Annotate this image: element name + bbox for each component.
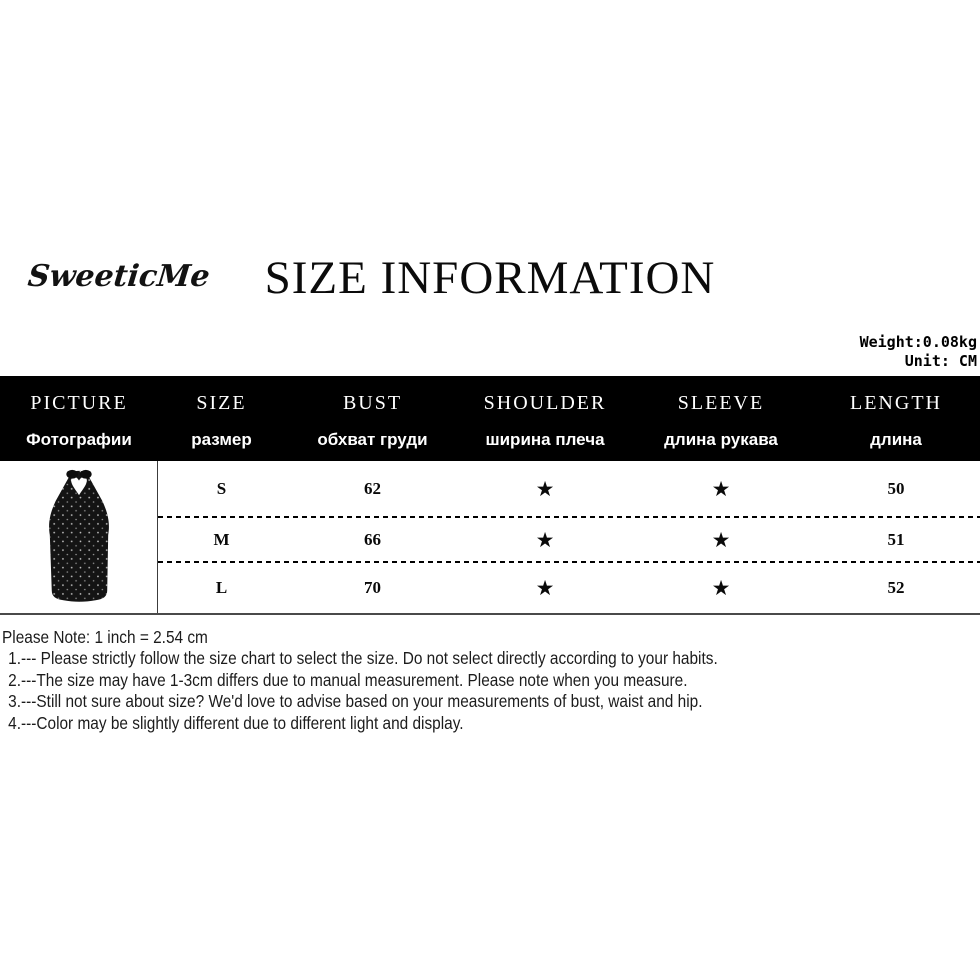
- star-icon: ★: [711, 527, 731, 552]
- row-divider-dashed: [158, 516, 980, 518]
- star-icon: ★: [711, 477, 731, 501]
- header-cell-size: [158, 376, 285, 461]
- header-cell-length: [812, 376, 980, 461]
- table-body: [0, 461, 980, 615]
- header-label-ru: обхват груди: [317, 430, 428, 449]
- size-table: [0, 376, 980, 615]
- cell-bust-l: 70: [364, 577, 381, 597]
- weight-unit-block: [860, 333, 977, 371]
- cell-size-m: M: [213, 529, 230, 549]
- header-label-en: PICTURE: [30, 392, 128, 414]
- unit-label: Unit: CM: [904, 352, 977, 370]
- header-label-en: SHOULDER: [483, 392, 607, 414]
- header-cell-sleeve: [630, 376, 812, 461]
- cell-size-s: S: [216, 479, 227, 498]
- star-icon: ★: [711, 575, 731, 600]
- cell-bust-s: 62: [364, 479, 381, 498]
- note-item-4: 4.---Color may be slightly different due to different light and display.: [8, 712, 464, 733]
- header-label-en: LENGTH: [850, 392, 942, 414]
- header-label-en: SIZE: [196, 392, 247, 414]
- note-item-1: 1.--- Please strictly follow the size chart to select the size. Do not select directly according to your habits.: [8, 648, 718, 669]
- page-title: SIZE INFORMATION: [264, 252, 716, 304]
- cell-length-s: 50: [887, 479, 905, 498]
- header-cell-picture: [0, 376, 158, 461]
- bow-knot: [66, 470, 78, 479]
- header-label-ru: длина рукава: [664, 430, 778, 449]
- header-label-en: SLEEVE: [677, 392, 765, 414]
- note-intro: Please Note: 1 inch = 2.54 cm: [2, 627, 208, 647]
- header-label-ru: длина: [870, 430, 922, 449]
- star-icon: ★: [535, 575, 555, 600]
- brand-logo: SweeticMe: [26, 259, 212, 294]
- header-cell-shoulder: [460, 376, 630, 461]
- cell-length-l: 52: [887, 577, 905, 597]
- cell-length-m: 51: [887, 529, 905, 549]
- note-item-2: 2.---The size may have 1-3cm differs due to manual measurement. Please note when you measure.: [8, 669, 688, 690]
- cell-size-l: L: [215, 577, 228, 597]
- note-item-3: 3.---Still not sure about size? We'd love to advise based on your measurements of bust, waist and hip.: [8, 691, 703, 712]
- table-header-bar: [0, 376, 980, 461]
- header-label-en: BUST: [342, 392, 403, 414]
- cell-bust-m: 66: [364, 529, 381, 549]
- bow-knot: [79, 470, 91, 479]
- product-photo-cell: [0, 461, 158, 613]
- star-icon: ★: [535, 527, 555, 552]
- weight-label: Weight:0.08kg: [859, 333, 977, 351]
- star-icon: ★: [535, 477, 555, 501]
- header-label-ru: размер: [191, 430, 252, 449]
- header-cell-bust: [285, 376, 460, 461]
- product-photo-halter-top: [43, 468, 115, 606]
- row-divider-dashed: [158, 561, 980, 563]
- header-label-ru: ширина плеча: [485, 430, 605, 449]
- header-label-ru: Фотографии: [26, 430, 132, 449]
- notes-block: [2, 627, 979, 734]
